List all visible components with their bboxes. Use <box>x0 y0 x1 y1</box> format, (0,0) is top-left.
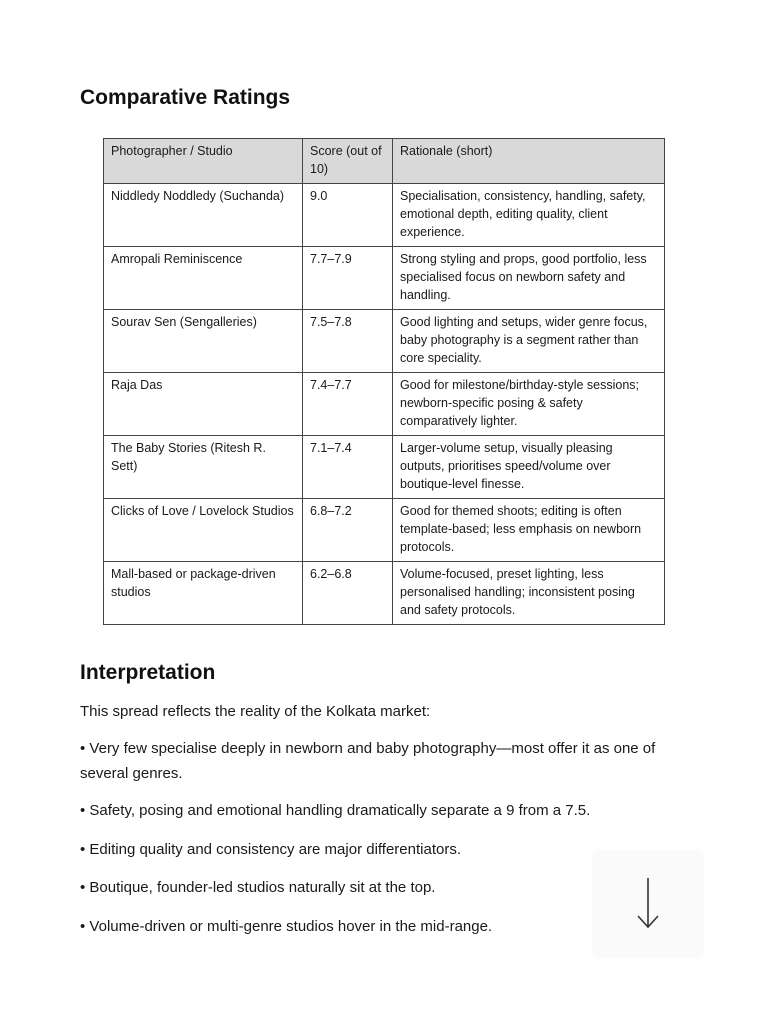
table-row <box>104 247 665 310</box>
photographer-cell: Amropali Reminiscence <box>104 247 303 310</box>
table-row <box>104 184 665 247</box>
scroll-down-button[interactable] <box>592 850 704 958</box>
comparative-ratings-heading: Comparative Ratings <box>80 86 291 109</box>
rationale-cell: Good for milestone/birthday-style sessions; newborn-specific posing & safety comparatively lighter. <box>393 373 665 436</box>
rationale-cell: Strong styling and props, good portfolio, less specialised focus on newborn safety and handling. <box>393 247 665 310</box>
header-photographer: Photographer / Studio <box>104 139 303 184</box>
rationale-cell: Larger-volume setup, visually pleasing outputs, prioritises speed/volume over boutique-level finesse. <box>393 436 665 499</box>
table-row <box>104 436 665 499</box>
score-cell: 7.7–7.9 <box>303 247 393 310</box>
arrow-down-icon <box>633 876 663 932</box>
rationale-cell: Good lighting and setups, wider genre focus, baby photography is a segment rather than core speciality. <box>393 310 665 373</box>
score-cell: 7.1–7.4 <box>303 436 393 499</box>
score-cell: 9.0 <box>303 184 393 247</box>
rationale-cell: Specialisation, consistency, handling, safety, emotional depth, editing quality, client experience. <box>393 184 665 247</box>
photographer-cell: The Baby Stories (Ritesh R. Sett) <box>104 436 303 499</box>
table-row <box>104 373 665 436</box>
score-cell: 7.5–7.8 <box>303 310 393 373</box>
photographer-cell: Niddledy Noddledy (Suchanda) <box>104 184 303 247</box>
bullet-item: • Editing quality and consistency are major differentiators. <box>80 841 462 858</box>
interpretation-heading: Interpretation <box>80 661 216 684</box>
bullet-item: • Volume-driven or multi-genre studios hover in the mid-range. <box>80 918 493 935</box>
rationale-cell: Good for themed shoots; editing is often template-based; less emphasis on newborn protocols. <box>393 499 665 562</box>
table-row <box>104 310 665 373</box>
photographer-cell: Raja Das <box>104 373 303 436</box>
bullet-item: • Boutique, founder-led studios naturally sit at the top. <box>80 879 436 896</box>
header-rationale: Rationale (short) <box>393 139 665 184</box>
photographer-cell: Sourav Sen (Sengalleries) <box>104 310 303 373</box>
score-cell: 7.4–7.7 <box>303 373 393 436</box>
photographer-cell: Clicks of Love / Lovelock Studios <box>104 499 303 562</box>
table-header-row <box>104 139 665 184</box>
bullet-item: • Very few specialise deeply in newborn and baby photography—most offer it as one of several genres. <box>80 740 656 782</box>
rationale-cell: Volume-focused, preset lighting, less personalised handling; inconsistent posing and safety protocols. <box>393 562 665 625</box>
interpretation-intro: This spread reflects the reality of the Kolkata market: <box>80 703 431 720</box>
ratings-table <box>103 138 665 625</box>
score-cell: 6.2–6.8 <box>303 562 393 625</box>
header-score: Score (out of 10) <box>303 139 393 184</box>
photographer-cell: Mall-based or package-driven studios <box>104 562 303 625</box>
bullet-item: • Safety, posing and emotional handling dramatically separate a 9 from a 7.5. <box>80 802 591 819</box>
table-row <box>104 562 665 625</box>
table-row <box>104 499 665 562</box>
score-cell: 6.8–7.2 <box>303 499 393 562</box>
